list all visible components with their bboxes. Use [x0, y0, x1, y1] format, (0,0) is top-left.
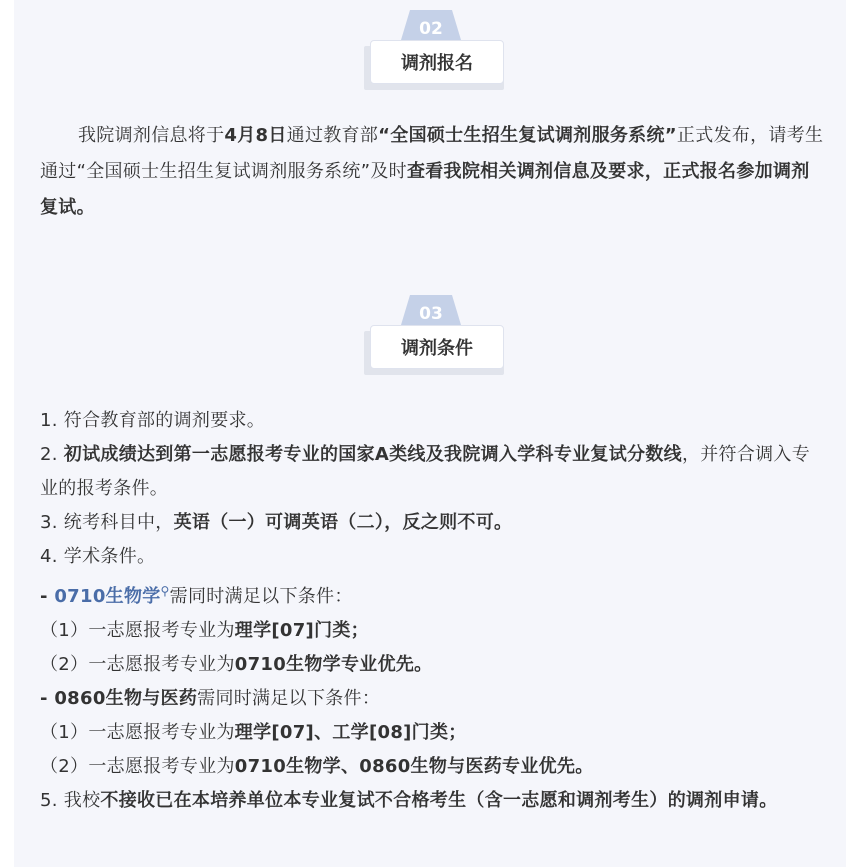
condition-item-2: 2. 初试成绩达到第一志愿报考专业的国家A类线及我院调入学科专业复试分数线，并符合调入专业的报考条件。 — [40, 444, 811, 499]
search-icon[interactable]: ⚲ — [160, 584, 170, 598]
release-date: 4月8日 — [224, 125, 287, 146]
subject-biomedicine: - 0860生物与医药需同时满足以下条件： — [40, 688, 381, 709]
section-header-registration — [0, 0, 860, 100]
text: 正式发布，请考生通过“全国硕士生招生复试调剂服务系统”及时 — [40, 125, 824, 182]
section-number: 02 — [419, 19, 443, 39]
subject-biomedicine-cond-1: （1）一志愿报考专业为理学[07]、工学[08]门类； — [40, 722, 467, 743]
conditions-list — [40, 404, 826, 818]
text: 通过教育部 — [286, 125, 379, 146]
subject-biology-cond-1: （1）一志愿报考专业为理学[07]门类； — [40, 620, 369, 641]
subject-biology: - 0710生物学⚲需同时满足以下条件： — [40, 584, 353, 607]
registration-paragraph — [40, 118, 826, 226]
subject-link-biology[interactable]: 0710生物学 — [54, 586, 161, 607]
system-name: “全国硕士生招生复试调剂服务系统” — [378, 125, 677, 146]
section-title: 调剂报名 — [370, 40, 504, 84]
section-title: 调剂条件 — [370, 325, 504, 369]
condition-item-1: 1. 符合教育部的调剂要求。 — [40, 410, 266, 431]
condition-item-4: 4. 学术条件。 — [40, 546, 156, 567]
text: 我院调剂信息将于 — [78, 125, 225, 146]
text-bold: 查看我院相关调剂信息及要求，正式报名参加调剂复试。 — [40, 161, 810, 218]
section-number: 03 — [419, 304, 443, 324]
subject-biomedicine-cond-2: （2）一志愿报考专业为0710生物学、0860生物与医药专业优先。 — [40, 756, 594, 777]
subject-biology-cond-2: （2）一志愿报考专业为0710生物学专业优先。 — [40, 654, 433, 675]
section-header-conditions — [0, 285, 860, 385]
condition-item-5: 5. 我校不接收已在本培养单位本专业复试不合格考生（含一志愿和调剂考生）的调剂申请。 — [40, 790, 778, 811]
condition-item-3: 3. 统考科目中，英语（一）可调英语（二），反之则不可。 — [40, 512, 513, 533]
